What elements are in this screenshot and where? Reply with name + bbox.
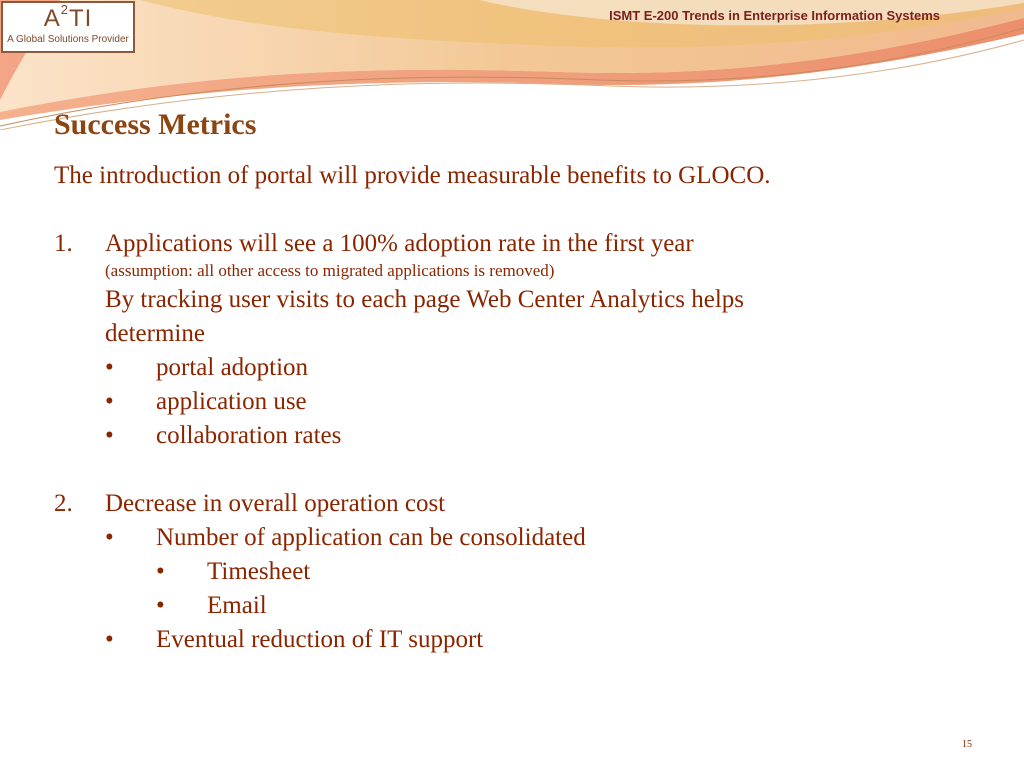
course-title: ISMT E-200 Trends in Enterprise Information Systems: [609, 8, 940, 23]
slide-body: [54, 159, 954, 657]
assumption-note: (assumption: all other access to migrated applications is removed): [105, 261, 555, 280]
bullet-text: portal adoption: [156, 354, 309, 381]
bullet-text: Number of application can be consolidated: [156, 524, 586, 551]
bullet-text: application use: [156, 388, 307, 415]
sub-bullet-text: Email: [207, 592, 267, 619]
bullet-item: [54, 623, 954, 657]
analytics-text-line2: determine: [105, 320, 205, 347]
list-number: 2.: [54, 490, 73, 517]
list-item-2: [54, 487, 954, 521]
bullet-icon: •: [105, 354, 114, 381]
list-number: 1.: [54, 230, 73, 257]
bullet-icon: •: [156, 558, 165, 585]
bullet-text: collaboration rates: [156, 422, 342, 449]
list-item-1: [54, 227, 954, 261]
bullet-icon: •: [105, 626, 114, 653]
bullet-item: [54, 419, 954, 453]
page-number: 15: [962, 739, 972, 750]
logo-mark: $A^2TI$: [43, 2, 93, 32]
list-item-text: Applications will see a 100% adoption rate in the first year: [105, 230, 694, 257]
analytics-text-line1: By tracking user visits to each page Web Center Analytics helps: [105, 286, 745, 313]
company-logo: [1, 1, 135, 53]
sub-bullet-text: Timesheet: [207, 558, 311, 585]
sub-bullet-item: [54, 555, 954, 589]
bullet-item: [54, 351, 954, 385]
bullet-icon: •: [105, 524, 114, 551]
slide-title: Success Metrics: [54, 108, 257, 141]
intro-text: The introduction of portal will provide measurable benefits to GLOCO.: [54, 162, 771, 189]
bullet-icon: •: [105, 388, 114, 415]
bullet-item: [54, 521, 954, 555]
bullet-item: [54, 385, 954, 419]
sub-bullet-item: [54, 589, 954, 623]
bullet-icon: •: [156, 592, 165, 619]
bullet-text: Eventual reduction of IT support: [156, 626, 484, 653]
list-item-text: Decrease in overall operation cost: [105, 490, 446, 517]
logo-tagline: A Global Solutions Provider: [7, 34, 129, 45]
bullet-icon: •: [105, 422, 114, 449]
